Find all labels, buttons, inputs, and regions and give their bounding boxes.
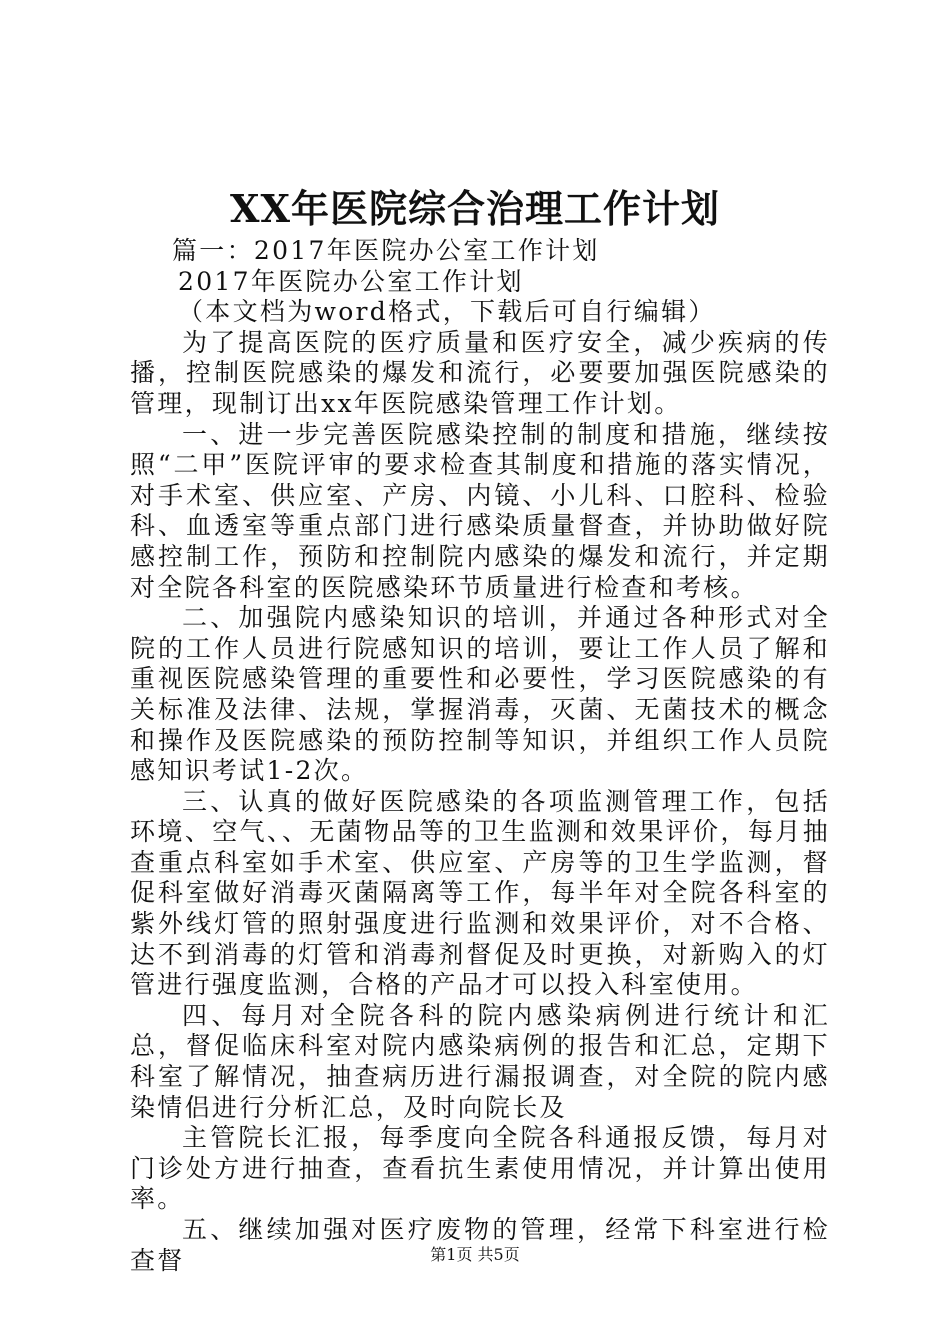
paragraph-section-2: 二、加强院内感染知识的培训，并通过各种形式对全院的工作人员进行院感知识的培训，要让工作人员了解和重视医院感染管理的重要性和必要性，学习医院感染的有关标准及法律、法规，掌握消毒，灭菌、无菌技术的概念和操作及医院感染的预防控制等知识，并组织工作人员院感知识考试1-2次。 <box>130 603 830 786</box>
subheading-2: 2017年医院办公室工作计划 <box>178 266 524 296</box>
document-title: XX年医院综合治理工作计划 <box>230 186 720 231</box>
subheading-1: 篇一：2017年医院办公室工作计划 <box>172 236 600 265</box>
paragraph-intro: 为了提高医院的医疗质量和医疗安全，减少疾病的传播，控制医院感染的爆发和流行，必要要加强医院感染的管理，现制订出xx年医院感染管理工作计划。 <box>130 327 830 418</box>
page-footer: 第1页 共5页 <box>430 1245 520 1264</box>
document-body <box>130 236 830 1276</box>
paragraph-section-1: 一、进一步完善医院感染控制的制度和措施，继续按照“二甲”医院评审的要求检查其制度和措施的落实情况，对手术室、供应室、产房、内镜、小儿科、口腔科、检验科、血透室等重点部门进行感染质量督查，并协助做好院感控制工作，预防和控制院内感染的爆发和流行，并定期对全院各科室的医院感染环节质量进行检查和考核。 <box>130 419 830 602</box>
paragraph-section-4-continued: 主管院长汇报，每季度向全院各科通报反馈，每月对门诊处方进行抽查，查看抗生素使用情况，并计算出使用率。 <box>130 1123 830 1214</box>
format-note: （本文档为word格式，下载后可自行编辑） <box>178 297 716 327</box>
paragraph-section-3: 三、认真的做好医院感染的各项监测管理工作，包括环境、空气、、无菌物品等的卫生监测和效果评价，每月抽查重点科室如手术室、供应室、产房等的卫生学监测，督促科室做好消毒灭菌隔离等工作，每半年对全院各科室的紫外线灯管的照射强度进行监测和效果评价，对不合格、达不到消毒的灯管和消毒剂督促及时更换，对新购入的灯管进行强度监测，合格的产品才可以投入科室使用。 <box>130 786 830 1000</box>
paragraph-section-5: 五、继续加强对医疗废物的管理，经常下科室进行检查督 <box>130 1215 830 1275</box>
paragraph-section-4: 四、每月对全院各科的院内感染病例进行统计和汇总，督促临床科室对院内感染病例的报告和汇总，定期下科室了解情况，抽查病历进行漏报调查，对全院的院内感染情侣进行分析汇总，及时向院长及 <box>130 1000 830 1122</box>
